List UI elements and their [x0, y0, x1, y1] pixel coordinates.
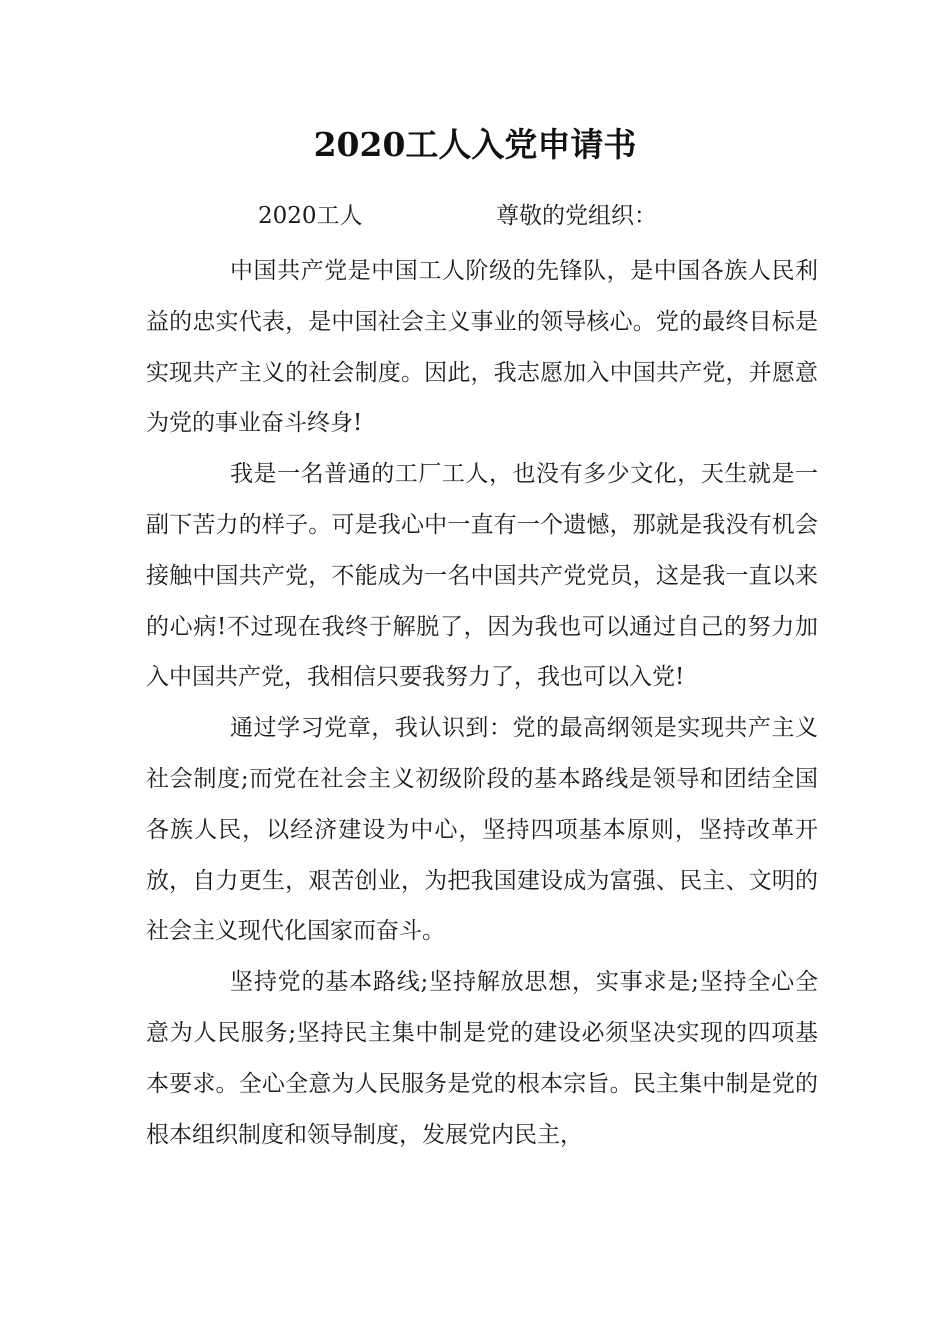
document-body: [146, 246, 818, 1160]
document-title: 2020工人入党申请书: [313, 125, 637, 164]
paragraph: 通过学习党章，我认识到：党的最高纲领是实现共产主义社会制度;而党在社会主义初级阶段的基本路线是领导和团结全国各族人民，以经济建设为中心，坚持四项基本原则，坚持改革开放，自力更生，艰苦创业，为把我国建设成为富强、民主、文明的社会主义现代化国家而奋斗。: [146, 715, 818, 945]
salutation-prefix: 2020工人: [258, 203, 363, 229]
paragraph: 我是一名普通的工厂工人，也没有多少文化，天生就是一副下苦力的样子。可是我心中一直有一个遗憾，那就是我没有机会接触中国共产党，不能成为一名中国共产党党员，这是我一直以来的心病!不过现在我终于解脱了，因为我也可以通过自己的努力加入中国共产党，我相信只要我努力了，我也可以入党!: [146, 461, 818, 691]
paragraph: 坚持党的基本路线;坚持解放思想，实事求是;坚持全心全意为人民服务;坚持民主集中制是党的建设必须坚决实现的四项基本要求。全心全意为人民服务是党的根本宗旨。民主集中制是党的根本组织制度和领导制度，发展党内民主，: [146, 969, 818, 1148]
salutation-line: [0, 198, 950, 234]
salutation-greeting: 尊敬的党组织：: [496, 203, 657, 229]
paragraph: 中国共产党是中国工人阶级的先锋队，是中国各族人民利益的忠实代表，是中国社会主义事业的领导核心。党的最终目标是实现共产主义的社会制度。因此，我志愿加入中国共产党，并愿意为党的事业奋斗终身!: [146, 258, 818, 437]
